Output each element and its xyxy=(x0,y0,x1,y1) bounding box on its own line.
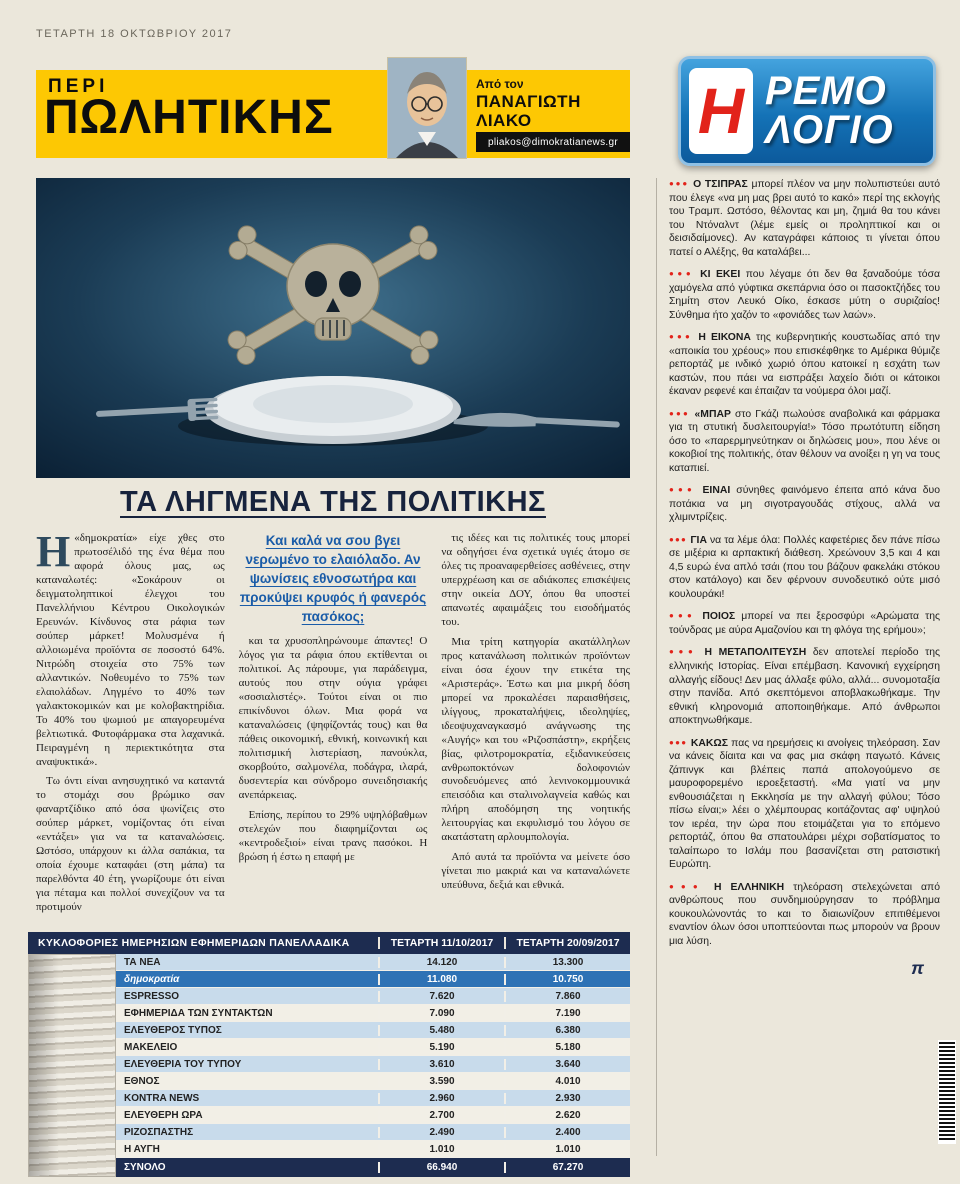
circulation-value-2: 2.400 xyxy=(504,1127,630,1138)
bullet-icon: ●●● xyxy=(669,332,699,342)
barcode-bars xyxy=(939,1042,955,1142)
byline-name-line2: ΛΙΑΚΟ xyxy=(476,110,532,130)
circulation-value-2: 2.930 xyxy=(504,1093,630,1104)
bullet-icon: ●●● xyxy=(669,611,703,621)
circulation-value-2: 7.860 xyxy=(504,991,630,1002)
newspaper-name: ΤΑ ΝΕΑ xyxy=(124,956,161,968)
item-lead: ΓΙΑ xyxy=(690,534,710,546)
table-row xyxy=(116,1073,630,1090)
article-paragraph: Τω όντι είναι ανησυχητικό να καταντά το στομάχι σου βρώμικο σαν φαναρτζίδικο από όσα ψωνίζεις στο σούπερ μάρκετ, νομίζοντας ότι είναι «εντάξει» για να τα καταναλώσεις. Ωστόσο, υπάρχουν κι άλλα σαπάκια, τα οποία έχουμε καταφάει (στη μάπα) τα παρελθόντα 40 έτη, γνωρίζουμε ότι είναι για πέταμα και πολλοί συνεχίζουν να τα προτιμούν xyxy=(36,775,225,914)
newspaper-name: ΕΛΕΥΘΕΡΙΑ ΤΟΥ ΤΥΠΟΥ xyxy=(124,1058,242,1070)
remologio-item: ●●● ΠΟΙΟΣ μπορεί να πει ξεροσφύρι «Αρώματα της τούνδρας με αύρα Αμαζονίου και τη φλόγα της ερήμου»; xyxy=(669,611,940,636)
circulation-value-1: 3.590 xyxy=(378,1076,504,1087)
article-title-text: ΤΑ ΛΗΓΜΕΝΑ ΤΗΣ ΠΟΛΙΤΙΚΗΣ xyxy=(120,486,546,518)
article-column xyxy=(441,532,630,926)
article-column xyxy=(239,532,428,926)
table-row xyxy=(116,1039,630,1056)
table-col2-header: ΤΕΤΑΡΤΗ 20/09/2017 xyxy=(504,937,630,949)
table-row xyxy=(116,1141,630,1158)
item-lead: ΚΙ ΕΚΕΙ xyxy=(700,269,746,281)
remologio-item: ●●● ΓΙΑ να τα λέμε όλα: Πολλές καφετέριες δεν πάνε πίσω σε μιξέρια κι αρπακτική διάθεση. Χρεώνουν 3,5 και 4 και 4,5 ευρώ ένα απλό τσάι (που του βάζουν φακελάκι στόκου στον κατάλογο) και δεν φέρνουν συνοδευτικό ούτε μισό κουλουράκι! xyxy=(669,534,940,600)
article-paragraph: τις ιδέες και τις πολιτικές τους μπορεί να οδηγήσει ένα σχετικά υγιές άτομο σε όλες τις προαναφερθείσες ασθένειες, στην υπερχρέωση και σε αδιάκοπες επισκέψεις στην οικεία ΔΟΥ, όπου θα υποστεί απανωτές αφαιμάξεις του εισοδήματός του. xyxy=(441,532,630,628)
circulation-value-2: 7.190 xyxy=(504,1008,630,1019)
newspaper-name: ΡΙΖΟΣΠΑΣΤΗΣ xyxy=(124,1126,194,1138)
circulation-value-1: 14.120 xyxy=(378,957,504,968)
remologio-item: ●●● ΚΑΚΩΣ πας να ηρεμήσεις κι ανοίγεις τηλεόραση. Σαν να κάνεις δίαιτα και να φας μια σκάφη παγωτό. Κάνεις ζάπινγκ και βλέπεις παπά απολογούμενο σε μαυροφορεμένο ιεροεξεταστή. «Μα γιατί να μην ενθουσιάζεται η Εκκλησία με την αλλαγή φύλου; Τόσο πίσω είναι;» λέει ο χλέμπουρας κοιτάζοντας αφ' υψηλού τον ιερέα, την ώρα που ετοιμάζεται για το επόμενο ρεπορτάζ, όπου θα σπατουλάρει μέχρι σοβατίσματος το ταλαίπωρο το Ισλάμ που βασανίζεται στη ρατσιστική Ευρώπη. xyxy=(669,737,940,871)
article-paragraph: Επίσης, περίπου το 29% υψηλόβαθμων στελεχών που διαφημίζονται ως «κεντροδεξιοί» είναι τρανς πασόκοι. Η βρώση ή έστω η επαφή με xyxy=(238,809,428,863)
circulation-value-1: 2.960 xyxy=(378,1093,504,1104)
item-lead: Η ΕΙΚΟΝΑ xyxy=(698,332,756,344)
total-value-1: 66.940 xyxy=(378,1162,504,1173)
remologio-column xyxy=(656,178,940,1156)
remologio-item: ●●● ΚΙ ΕΚΕΙ που λέγαμε ότι δεν θα ξαναδούμε τόσα χαμόγελα από γύφτικα σκεπάρνια όσο οι πασοκτζήδες του Σημίτη στον Λευκό Οίκο, έσκασε μύτη ο συριζαίος! Σύνθημα ήτο χαζόν το «φονιάδες των λαών». xyxy=(669,269,940,321)
bullet-icon: ●●● xyxy=(669,179,694,188)
drop-cap: Η xyxy=(36,532,71,576)
item-lead: ΠΟΙΟΣ xyxy=(702,611,742,623)
circulation-rows xyxy=(116,954,630,1177)
circulation-value-2: 3.640 xyxy=(504,1059,630,1070)
bullet-icon: ●●● xyxy=(669,408,695,418)
circulation-value-1: 2.700 xyxy=(378,1110,504,1121)
item-lead: «ΜΠΑΡ xyxy=(694,408,735,420)
remologio-list xyxy=(669,178,940,948)
table-header xyxy=(28,932,630,954)
circulation-value-2: 4.010 xyxy=(504,1076,630,1087)
article-columns xyxy=(36,532,630,926)
circulation-value-1: 7.620 xyxy=(378,991,504,1002)
table-row xyxy=(116,1005,630,1022)
table-row xyxy=(116,1056,630,1073)
article-paragraph: Από αυτά τα προϊόντα να μείνετε όσο γίνεται πιο μακριά και να καταναλώνετε υπεύθυνα, δεξιά και εθνικά. xyxy=(441,851,630,892)
kicker-label: ΠΕΡΙ xyxy=(48,76,109,97)
circulation-value-1: 1.010 xyxy=(378,1144,504,1155)
newspaper-name: ESPRESSO xyxy=(124,990,180,1002)
remologio-item: ●●● ΕΙΝΑΙ σύνηθες φαινόμενο έπειτα από κάνα δυο ποτάκια να μη σιγοτραγουδάς στίχους, αλλά να χλιμιντρίζεις. xyxy=(669,485,940,524)
table-row xyxy=(116,971,630,988)
remologio-header xyxy=(678,56,936,166)
remologio-item: ●●● «ΜΠΑΡ στο Γκάζι πωλούσε αναβολικά και φάρμακα για τη στυτική δυσλειτουργία!» Τόσο πρωτότυπη είδηση όσο το «παρερμηνεύτηκαν οι δηλώσεις μου», που λένε οι κοκοβιοί της πολιτικής, όταν θέλουν να ανοίξει η γη να τους καταπιεί. xyxy=(669,408,940,474)
column-header xyxy=(36,70,630,158)
page-date: ΤΕΤΑΡΤΗ 18 ΟΚΤΩΒΡΙΟΥ 2017 xyxy=(36,28,233,40)
bullet-icon: ●●● xyxy=(669,269,701,279)
newspaper-name: Η ΑΥΓΗ xyxy=(124,1143,160,1155)
table-row xyxy=(116,1124,630,1141)
circulation-value-1: 7.090 xyxy=(378,1008,504,1019)
newspaper-name: ΕΛΕΥΘΕΡΟΣ ΤΥΠΟΣ xyxy=(124,1024,222,1036)
remologio-title-line1: ΡΕΜΟ xyxy=(765,68,887,113)
circulation-value-2: 6.380 xyxy=(504,1025,630,1036)
remologio-item: ●●● Ο ΤΣΙΠΡΑΣ μπορεί πλέον να μην πολυπιστεύει αυτό που έλεγε «να μη μας βρει αυτό το κακό» περί της εκλογής του Τραμπ. Ωστόσο, θέλοντας και μη, ζημιά θα του κάνει του Ντόναλντ (λέμε εμείς οι προληπτικοί και οι δεισιδαίμονες). Αν καταγράφει κάποιος τι γίνεται όπου πατεί ο Αλέξης, θα καταλάβει... xyxy=(669,179,940,258)
item-lead: Η ΕΛΛΗΝΙΚΗ xyxy=(714,881,794,893)
table-row xyxy=(116,988,630,1005)
columnist-photo xyxy=(388,58,466,158)
circulation-value-1: 11.080 xyxy=(378,974,504,985)
table-col1-header: ΤΕΤΑΡΤΗ 11/10/2017 xyxy=(378,937,504,949)
remologio-title xyxy=(757,68,894,152)
item-lead: ΕΙΝΑΙ xyxy=(702,485,737,497)
newspaper-name: ΕΛΕΥΘΕΡΗ ΩΡΑ xyxy=(124,1109,203,1121)
newspaper-name: ΜΑΚΕΛΕΙΟ xyxy=(124,1041,178,1053)
pi-signature: π xyxy=(911,958,924,979)
column-title: ΠΩΛΗΤΙΚΗΣ xyxy=(44,91,334,144)
item-lead: ΚΑΚΩΣ xyxy=(690,737,732,749)
article-column xyxy=(36,532,225,926)
circulation-value-1: 3.610 xyxy=(378,1059,504,1070)
article-paragraph: και τα χρυσοπληρώνουμε άπαντες! Ο λόγος για τα ράφια όπου εκτίθενται οι πολιτικοί. Ας πάρουμε, για παράδειγμα, αυτούς που στην ούγια γράφει «σοσιαλιστές». Τούτοι είναι οι πιο επικίνδυνοι όλων. Μια φορά να καταναλώσεις (ψηφίζοντάς τους) και θα πάθεις οικονομική, εθνική, κοινωνική και πολιτισμική λιστερίαση, πανούκλα, σκορβούτο, σαλμονέλα, ποδάγρα, ιλαρά, δυσεντερία και σύνδρομο συνειδησιακής ανεπάρκειας. xyxy=(238,635,428,802)
circulation-value-2: 5.180 xyxy=(504,1042,630,1053)
remologio-title-line2: ΛΟΓΙΟ xyxy=(765,108,894,152)
table-body xyxy=(28,954,630,1177)
table-row xyxy=(116,1022,630,1039)
newspaper-name: ΕΘΝΟΣ xyxy=(124,1075,160,1087)
bullet-icon: ●●● xyxy=(669,647,705,657)
newspaper-name: δημοκρατία xyxy=(124,973,180,985)
barcode xyxy=(938,1040,956,1144)
bullet-icon: ●●● xyxy=(669,881,715,891)
skull-plate-image xyxy=(36,178,630,478)
circulation-value-2: 1.010 xyxy=(504,1144,630,1155)
circulation-value-1: 5.190 xyxy=(378,1042,504,1053)
table-row xyxy=(116,954,630,971)
circulation-value-2: 13.300 xyxy=(504,957,630,968)
newspaper-stack-image xyxy=(28,954,116,1177)
item-lead: Ο ΤΣΙΠΡΑΣ xyxy=(693,179,752,190)
remologio-item: ●●● Η ΕΛΛΗΝΙΚΗ τηλεόραση στελεχώνεται από ανθρώπους που συνδημιούργησαν το πρόβλημα κουκουλώνοντάς το και το διαιωνίζουν επιτιθέμενοι εναντίον όλων όσοι υποπτεύονται πως μπορούν να βρουν μια λύση. xyxy=(669,881,940,947)
table-row xyxy=(116,1107,630,1124)
remologio-item: ●●● Η ΜΕΤΑΠΟΛΙΤΕΥΣΗ δεν αποτελεί περίοδο της ελληνικής Ιστορίας. Είναι επέμβαση. Κανονική εγχείρηση αλλαγής είδους! Δεν μας άλλαξε φύλο, αλλά... συνομοταξία στην πανίδα. Από σκεπτόμενοι αποβλακωθήκαμε. Την εθνική κληρονομιά αποποιηθήκαμε. Από άνθρωποι αποκτηνωθήκαμε. xyxy=(669,647,940,727)
newspaper-name: KONTRA NEWS xyxy=(124,1092,200,1104)
byline-name-line1: ΠΑΝΑΓΙΩΤΗ xyxy=(476,92,581,112)
circulation-value-1: 2.490 xyxy=(378,1127,504,1138)
columnist-email: pliakos@dimokratianews.gr xyxy=(476,132,630,152)
circulation-table xyxy=(28,932,630,1177)
bullet-icon: ●●● xyxy=(669,485,703,495)
table-title: ΚΥΚΛΟΦΟΡΙΕΣ ΗΜΕΡΗΣΙΩΝ ΕΦΗΜΕΡΙΔΩΝ ΠΑΝΕΛΛΑΔΙΚΑ xyxy=(38,937,350,949)
bullet-icon: ●●● xyxy=(669,737,691,747)
article-paragraph: Μια τρίτη κατηγορία ακατάλληλων προς κατανάλωση πολιτικών προϊόντων είναι όσα έχουν την ετικέτα της «Αριστεράς». Έστω και μια μικρή δόση μπορεί να προκαλέσει παραισθήσεις, ιλίγγους, προκαταλήψεις, ιδεοληψίες, ιδεοψυχαναγκασμό ανάγνωσης της «Αυγής» και του «Ριζοσπάστη», εκρήξεις βίας, φιλοτρομοκρατία, εξιδανικεύσεις ανθρωποκτόνων δολοφονιών συνοδευόμενες από λενινοκομμουνικά επεισόδια και σταλινολαγνεία καθώς και πλήρη αποδόμηση της νοητικής λειτουργίας και εκφυλισμό του λόγου σε ακατάστατη αρλουμπολογία. xyxy=(441,635,630,844)
columnist-portrait-image xyxy=(388,58,466,158)
bullet-icon: ●●● xyxy=(669,534,691,544)
byline-prefix: Από τον xyxy=(476,77,524,91)
circulation-value-2: 2.620 xyxy=(504,1110,630,1121)
table-total-row xyxy=(116,1158,630,1177)
skull-plate-illustration xyxy=(36,178,630,478)
article-paragraph: Η «δημοκρατία» είχε χθες στο πρωτοσέλιδό της ένα θέμα που αφορά όλους μας, ως καταναλωτές: «Σοκάρουν οι δειγματοληπτικοί έλεγχοι του Πανελλήνιου Κέντρου Οικολογικών Ερευνών. Κίνδυνος στα ράφια των σούπερ μάρκετ! Μολυσμένα ή αλλοιωμένα προϊόντα σε ποσοστό 64%. Νιτρώδη στοιχεία στο 75% των αλλαντικών. Νοθευμένο το 75% των ελαιολάδων. Ληγμένο το 40% των γαλακτοκομικών και με κολοβακτηρίδια. Το 40% του ψωμιού με απαγορευμένα βελτιωτικά. Φυτοφάρμακα στα λαχανικά. Πειραγμένη η περιεκτικότητα στα αναψυκτικά». xyxy=(36,532,225,768)
pull-quote: Και καλά να σου βγει νερωμένο το ελαιόλαδο. Αν ψωνίσεις εθνοσωτήρα και προκύψει κρυφός ή φανερός πασόκος; xyxy=(239,533,427,624)
article-title xyxy=(36,486,630,519)
total-label: ΣΥΝΟΛΟ xyxy=(124,1162,166,1173)
remologio-initial: Η xyxy=(689,68,753,154)
item-lead: Η ΜΕΤΑΠΟΛΙΤΕΥΣΗ xyxy=(704,647,813,659)
total-value-2: 67.270 xyxy=(504,1162,630,1173)
circulation-value-2: 10.750 xyxy=(504,974,630,985)
table-row xyxy=(116,1090,630,1107)
byline xyxy=(476,78,581,131)
newspaper-name: ΕΦΗΜΕΡΙΔΑ ΤΩΝ ΣΥΝΤΑΚΤΩΝ xyxy=(124,1007,273,1019)
remologio-item: ●●● Η ΕΙΚΟΝΑ της κυβερνητικής κουστωδίας από την «αποικία του χρέους» που επισκέφθηκε το Αμέρικα θύμιζε ρεπορτάζ με ινδικό χωριό όπου κατοικεί η εσχάτη των καστών, που πάει να εισπράξει λαχείο διότι οι κάτοικοι έκαναν ρεφενέ και έπαιζαν τα νούμερα όλοι μαζί. xyxy=(669,332,940,398)
circulation-value-1: 5.480 xyxy=(378,1025,504,1036)
